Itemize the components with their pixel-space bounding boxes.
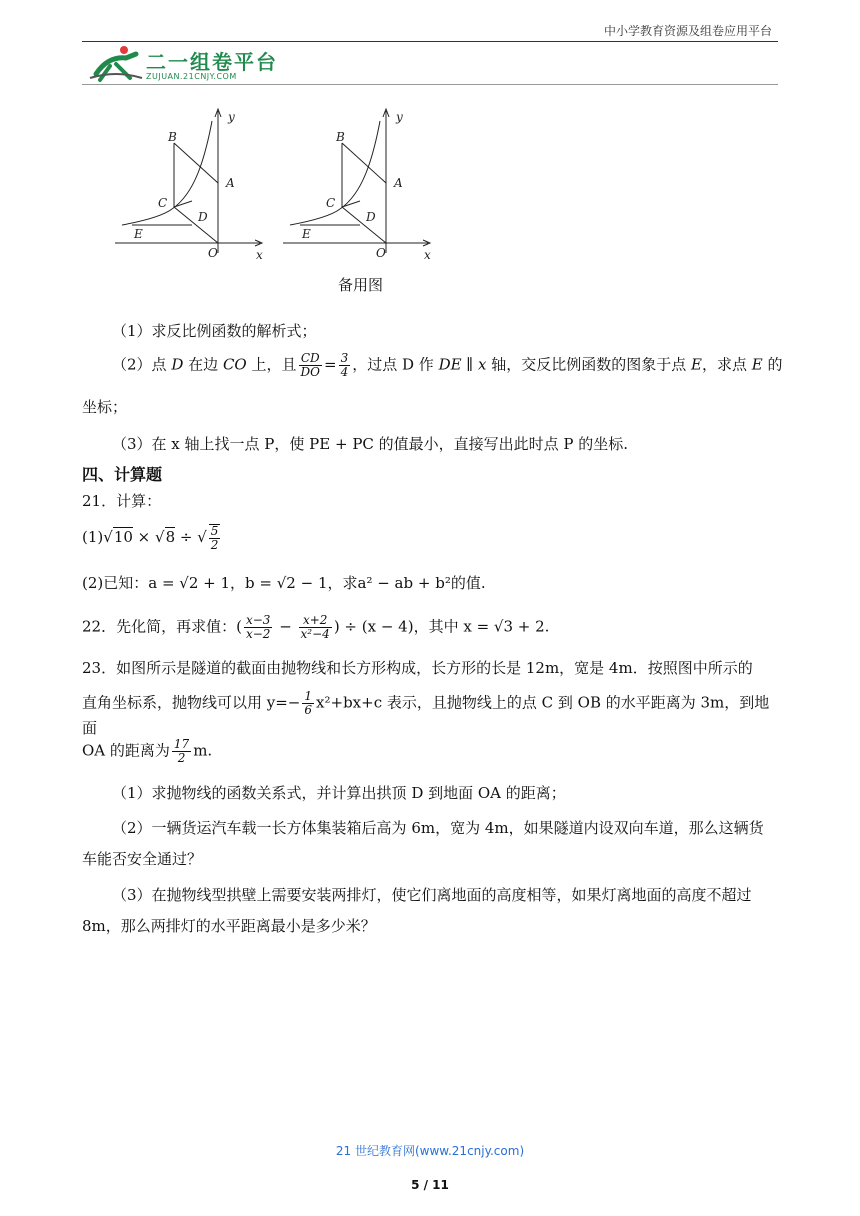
- q23-part2-line2: 车能否安全通过？: [82, 850, 203, 868]
- section-title: 四、计算题: [82, 465, 163, 484]
- fraction-3-4: $\frac{3}{4}$: [340, 351, 349, 379]
- q21-part2: (2)已知：a = √2 + 1，b = √2 − 1，求a² − ab + b²的值.: [82, 574, 486, 592]
- graph-labels-left: [133, 110, 263, 262]
- q21-part1: (1)√10 × √8 ÷ √ $\frac{5}{2}$: [82, 524, 219, 552]
- q22: 22．先化简，再求值：( $\frac{x-3}{x-2}$ − $\frac{x+2}{\text{x²−4}}$ ) ÷ (x − 4)，其中 x = √3 + 2.: [82, 613, 550, 641]
- q23-part3-line2: 8m，那么两排灯的水平距离最小是多少米？: [82, 917, 376, 935]
- footer-link[interactable]: 21 世纪教育网(www.21cnjy.com): [335, 1144, 525, 1158]
- label-O-2: O: [376, 246, 386, 260]
- label-y: y: [228, 110, 235, 124]
- fraction-cd-do: $\frac{CD}{DO}$: [300, 351, 320, 379]
- q23-part2-line1: （2）一辆货运汽车载一长方体集装箱后高为 6m，宽为 4m，如果隧道内设双向车道，那么这辆货: [112, 819, 764, 837]
- label-C: C: [158, 196, 168, 210]
- q23-part1: （1）求抛物线的函数关系式，并计算出拱顶 D 到地面 OA 的距离；: [112, 784, 566, 802]
- label-B: B: [168, 130, 177, 144]
- q20-part2: （2）点 D 在边 CO 上，且 $\frac{CD}{DO}$ = $\frac{3}{4}$ ，过点 D 作 DE ∥ x 轴，交反比例函数的图象于点 E，求点 E 的: [112, 351, 783, 379]
- label-O: O: [208, 246, 218, 260]
- q21-title: 21．计算：: [82, 492, 162, 510]
- q23-part3-line1: （3）在抛物线型拱壁上需要安装两排灯，使它们离地面的高度相等，如果灯离地面的高度不超过: [112, 886, 752, 904]
- logo-subtext: ZUJUAN.21CNJY.COM: [146, 72, 237, 81]
- label-D-2: D: [366, 210, 376, 224]
- label-x: x: [256, 248, 263, 262]
- label-x-2: x: [424, 248, 431, 262]
- label-A: A: [226, 176, 235, 190]
- figure-caption: 备用图: [338, 276, 384, 294]
- logo-text: 二一组卷平台: [146, 50, 278, 74]
- label-B-2: B: [336, 130, 345, 144]
- page-number: 5 / 11: [411, 1178, 449, 1192]
- label-E: E: [134, 227, 143, 241]
- header-divider: [82, 41, 778, 42]
- q23-line3: OA 的距离为 $\frac{17}{2}$ m.: [82, 737, 213, 765]
- platform-name: 中小学教育资源及组卷应用平台: [603, 24, 772, 38]
- label-A-2: A: [394, 176, 403, 190]
- label-y-2: y: [396, 110, 403, 124]
- label-C-2: C: [326, 196, 336, 210]
- q20-part1: （1）求反比例函数的解析式；: [112, 322, 317, 340]
- graph-figure: [110, 103, 450, 263]
- q23-line1: 23．如图所示是隧道的截面由抛物线和长方形构成，长方形的长是 12m，宽是 4m．按照图中所示的: [82, 659, 753, 677]
- q23-line2: 直角坐标系，抛物线可以用 y=− $\frac{1}{6}$ x²+bx+c 表示，且抛物线上的点 C 到 OB 的水平距离为 3m，到地面: [82, 689, 770, 737]
- label-D: D: [198, 210, 208, 224]
- q20-part3: （3）在 x 轴上找一点 P，使 PE + PC 的值最小，直接写出此时点 P 的坐标.: [112, 435, 629, 453]
- q20-part2-cont: 坐标；: [82, 398, 128, 416]
- graph-labels-right: [301, 110, 431, 262]
- label-E-2: E: [302, 227, 311, 241]
- header-divider-2: [82, 84, 778, 85]
